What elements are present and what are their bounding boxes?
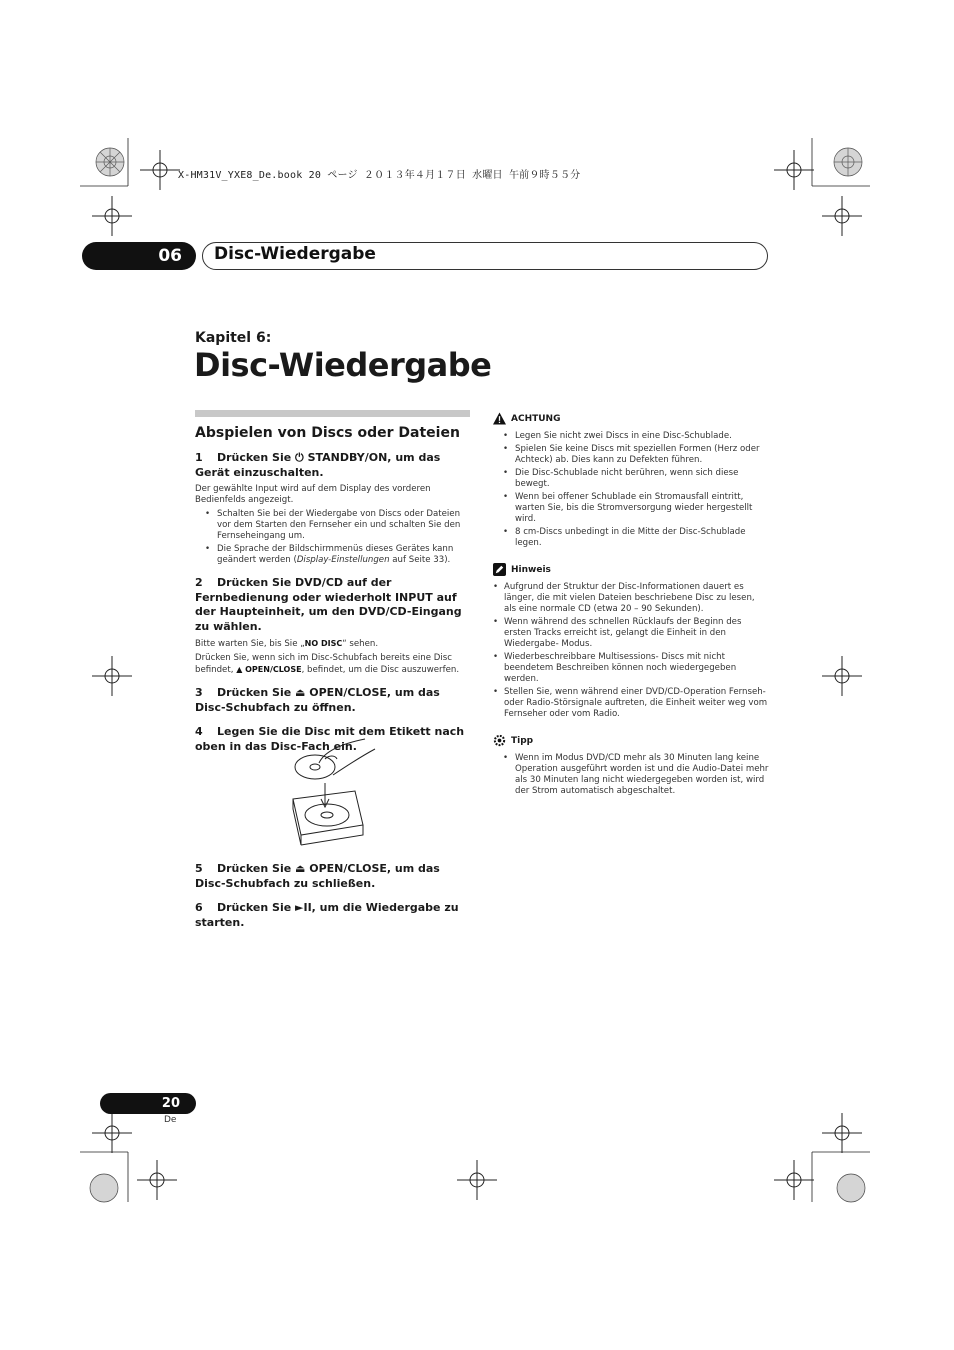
list-item: • Legen Sie nicht zwei Discs in eine Disc-Schublade.	[493, 431, 769, 442]
chapter-label: Kapitel 6:	[195, 330, 272, 346]
list-item: • Die Disc-Schublade nicht berühren, wenn sich diese bewegt.	[493, 468, 769, 490]
tip-heading: Tipp	[493, 734, 769, 747]
trim-lines	[80, 1150, 880, 1210]
crosshair-mark-icon	[92, 1113, 132, 1153]
caution-heading: ACHTUNG	[493, 412, 769, 425]
page-number: 20	[100, 1093, 196, 1114]
section-rule	[195, 410, 470, 417]
list-item: • Spielen Sie keine Discs mit speziellen Formen (Herz oder Achteck) ab. Dies kann zu Defekten führen.	[493, 444, 769, 466]
pencil-note-icon	[493, 563, 506, 576]
power-icon: ⏻	[295, 451, 304, 464]
note-list	[493, 582, 769, 720]
left-column	[195, 410, 471, 758]
warning-triangle-icon	[493, 412, 506, 425]
list-item: • Stellen Sie, wenn während einer DVD/CD-Operation Fernseh- oder Radio-Störsignale auftreten, die Einheit weiter weg vom Fernseher oder vom Radio.	[493, 687, 769, 720]
print-header: X-HM31V_YXE8_De.book 20 ページ ２０１３年４月１７日 水曜日 午前９時５５分	[178, 170, 581, 181]
tip-list	[493, 753, 769, 797]
step-5: 5 Drücken Sie ⏏ OPEN/CLOSE, um das Disc-Schubfach zu schließen.	[195, 862, 440, 890]
list-item: • 8 cm-Discs unbedingt in die Mitte der Disc-Schublade legen.	[493, 527, 769, 549]
step-2-text-1: Bitte warten Sie, bis Sie „NO DISC“ sehen.	[195, 639, 379, 649]
crosshair-mark-icon	[92, 656, 132, 696]
list-item: • Die Sprache der Bildschirmmenüs dieses Gerätes kann geändert werden (Display-Einstellungen auf Seite 33).	[195, 544, 471, 566]
list-item: • Wiederbeschreibbare Multisessions- Discs mit nicht beendetem Beschreiben können noch wiedergegeben werden.	[493, 652, 769, 685]
disc-tray-illustration	[285, 735, 380, 853]
list-item: • Schalten Sie bei der Wiedergabe von Discs oder Dateien vor dem Starten den Fernseher ein und schalten Sie den Fernseheingang um.	[195, 509, 471, 542]
right-column	[493, 412, 769, 807]
chapter-number-pill: 06	[82, 242, 196, 270]
page-title: Disc-Wiedergabe	[194, 346, 492, 384]
crosshair-mark-icon	[822, 656, 862, 696]
step-1: 1 Drücken Sie ⏻ STANDBY/ON, um das Gerät einzuschalten.	[195, 451, 441, 479]
list-item: • Wenn während des schnellen Rücklaufs der Beginn des ersten Tracks erreicht ist, gelangt die Einheit in den Wiedergabe- Modus.	[493, 617, 769, 650]
list-item: • Wenn bei offener Schublade ein Stromausfall eintritt, warten Sie, bis die Stromversorgung wieder hergestellt wird.	[493, 492, 769, 525]
list-item: • Aufgrund der Struktur der Disc-Informationen dauert es länger, die mit vielen Dateien beschriebene Disc zu lesen, als eine normale CD (etwa 20 – 90 Sekunden).	[493, 582, 769, 615]
step-2: 2 Drücken Sie DVD/CD auf der Fernbedienung oder wiederholt INPUT auf der Haupteinheit, um den DVD/CD-Eingang zu wählen.	[195, 576, 462, 633]
step-3: 3 Drücken Sie ⏏ OPEN/CLOSE, um das Disc-Schubfach zu öffnen.	[195, 686, 440, 714]
chapter-title: Disc-Wiedergabe	[214, 244, 376, 264]
section-title: Abspielen von Discs oder Dateien	[195, 425, 460, 441]
step-4: 4 Legen Sie die Disc mit dem Etikett nach oben in das Disc-Fach ein.	[195, 725, 465, 753]
step-1-text: Der gewählte Input wird auf dem Display des vorderen Bedienfelds angezeigt.	[195, 484, 431, 505]
crosshair-mark-icon	[822, 1113, 862, 1153]
trim-lines	[80, 130, 880, 210]
page-language: De	[164, 1115, 177, 1125]
step-1-bullets	[195, 509, 471, 566]
left-column-bottom	[195, 862, 471, 934]
gear-tip-icon	[493, 734, 506, 747]
step-6: 6 Drücken Sie ►II, um die Wiedergabe zu starten.	[195, 901, 459, 929]
step-2-text-2: Drücken Sie, wenn sich im Disc-Schubfach bereits eine Disc befindet, ▲ OPEN/CLOSE, befindet, um die Disc auszuwerfen.	[195, 653, 460, 675]
note-heading: Hinweis	[493, 563, 769, 576]
list-item: • Wenn im Modus DVD/CD mehr als 30 Minuten lang keine Operation ausgeführt worden ist und die Audio-Datei mehr als 30 Minuten lang nicht wiedergegeben worden ist, wird der Strom automatisch abgeschaltet.	[493, 753, 769, 797]
caution-list	[493, 431, 769, 549]
